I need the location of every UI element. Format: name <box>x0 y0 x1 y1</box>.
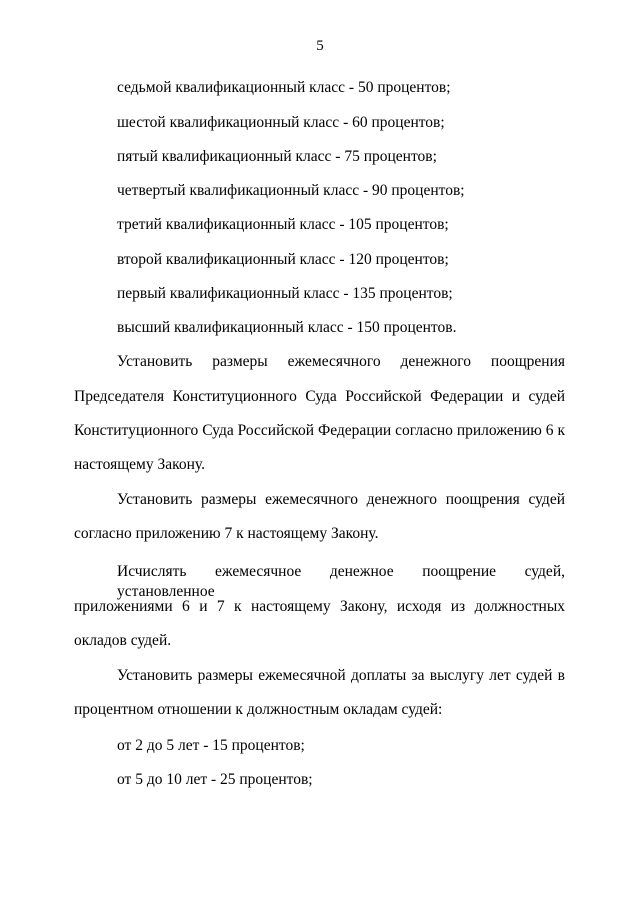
class-item-third: третий квалификационный класс - 105 процентов; <box>117 216 449 233</box>
para4-line2: процентном отношении к должностным окладам судей: <box>74 701 443 718</box>
para1-line2: Председателя Конституционного Суда Российской Федерации и судей <box>74 388 565 405</box>
class-item-second: второй квалификационный класс - 120 процентов; <box>117 251 449 268</box>
para3-line3: окладов судей. <box>74 632 172 649</box>
class-item-fourth: четвертый квалификационный класс - 90 процентов; <box>117 182 465 199</box>
para4-line1: Установить размеры ежемесячной доплаты за выслугу лет судей в <box>117 667 565 684</box>
para1-line3: Конституционного Суда Российской Федерации согласно приложению 6 к <box>74 422 565 439</box>
class-item-highest: высший квалификационный класс - 150 процентов. <box>117 319 457 336</box>
page-number: 5 <box>316 38 324 54</box>
para3-line2: приложениями 6 и 7 к настоящему Закону, исходя из должностных <box>74 598 565 615</box>
para3-line1: Исчислять ежемесячное денежное поощрение судей, установленное <box>117 563 565 600</box>
class-item-sixth: шестой квалификационный класс - 60 процентов; <box>117 114 445 131</box>
para2-line1: Установить размеры ежемесячного денежного поощрения судей <box>117 491 565 508</box>
class-item-first: первый квалификационный класс - 135 процентов; <box>117 285 453 302</box>
service-item-5-10: от 5 до 10 лет - 25 процентов; <box>117 771 313 788</box>
para1-line1: Установить размеры ежемесячного денежного поощрения <box>117 353 565 370</box>
para1-line4: настоящему Закону. <box>74 456 205 473</box>
class-item-seventh: седьмой квалификационный класс - 50 процентов; <box>117 79 451 96</box>
class-item-fifth: пятый квалификационный класс - 75 процентов; <box>117 148 437 165</box>
para2-line2: согласно приложению 7 к настоящему Закону. <box>74 525 379 542</box>
service-item-2-5: от 2 до 5 лет - 15 процентов; <box>117 737 305 754</box>
